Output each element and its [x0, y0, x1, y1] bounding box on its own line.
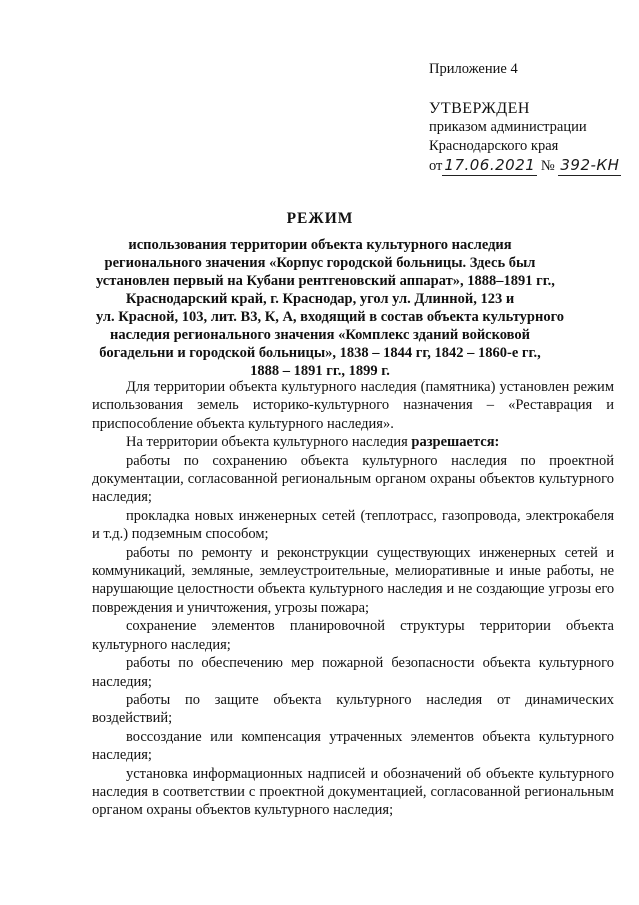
appendix-label: Приложение 4: [429, 61, 518, 77]
list-item: работы по сохранению объекта культурного наследия по проектной документации, согласованной региональным органом охраны объектов культурного наследия;: [92, 452, 614, 506]
title-line: 1888 – 1891 гг., 1899 г.: [250, 363, 390, 379]
list-item: установка информационных надписей и обозначений об объекте культурного наследия в соответствии с проектной документацией, согласованной региональным органом охраны объектов культурного наследия;: [92, 765, 614, 819]
title-line: использования территории объекта культурного наследия: [128, 237, 512, 253]
approval-line-1: приказом администрации: [429, 119, 587, 135]
approval-date-number-line: [429, 156, 634, 176]
handwritten-date: 17.06.2021: [444, 156, 536, 174]
approval-stamp-block: [429, 60, 634, 176]
list-item: работы по обеспечению мер пожарной безопасности объекта культурного наследия;: [92, 655, 614, 690]
handwritten-number: 392-КН: [560, 156, 620, 174]
allowed-keyword: разрешается:: [411, 434, 500, 451]
title-line: установлен первый на Кубани рентгеновский аппарат», 1888–1891 гг.,: [96, 273, 555, 289]
intro-paragraph: Для территории объекта культурного наследия (памятника) установлен режим использования земель историко-культурного назначения – «Реставрация и приспособление объекта культурного наследия».: [92, 379, 614, 432]
list-item: сохранение элементов планировочной структуры территории объекта культурного наследия;: [92, 618, 614, 653]
document-title: РЕЖИМ: [286, 210, 354, 227]
title-line: Краснодарский край, г. Краснодар, угол ул. Длинной, 123 и: [125, 291, 515, 307]
list-item: работы по защите объекта культурного наследия от динамических воздействий;: [92, 691, 614, 727]
title-line: регионального значения «Корпус городской больницы. Здесь был: [104, 255, 536, 271]
document-title-block: [96, 210, 565, 380]
allowed-heading-paragraph: [92, 433, 614, 451]
list-item: прокладка новых инженерных сетей (теплотрасс, газопровода, электрокабеля и т.д.) подземным способом;: [92, 507, 614, 543]
title-line: ул. Красной, 103, лит. В3, К, А, входящий в состав объекта культурного: [96, 309, 565, 325]
allowed-prefix: На территории объекта культурного наследия: [126, 434, 412, 451]
document-body: [92, 378, 614, 820]
title-line: богадельни и городской больницы», 1838 – 1844 гг, 1842 – 1860-е гг.,: [99, 345, 541, 361]
date-prefix: от: [429, 158, 443, 174]
list-item: воссоздание или компенсация утраченных элементов объекта культурного наследия;: [92, 728, 614, 764]
title-line: наследия регионального значения «Комплекс зданий войсковой: [109, 327, 531, 343]
number-prefix: №: [540, 158, 555, 174]
list-item: работы по ремонту и реконструкции существующих инженерных сетей и коммуникаций, земляные, землеустроительные, мелиоративные и иные работы, не нарушающие целостности объекта культурного наследия и не создающие угрозы его повреждения и уничтожения, угрозы пожара;: [92, 544, 614, 616]
approved-label: УТВЕРЖДЕН: [429, 100, 530, 117]
approval-line-2: Краснодарского края: [429, 138, 559, 154]
